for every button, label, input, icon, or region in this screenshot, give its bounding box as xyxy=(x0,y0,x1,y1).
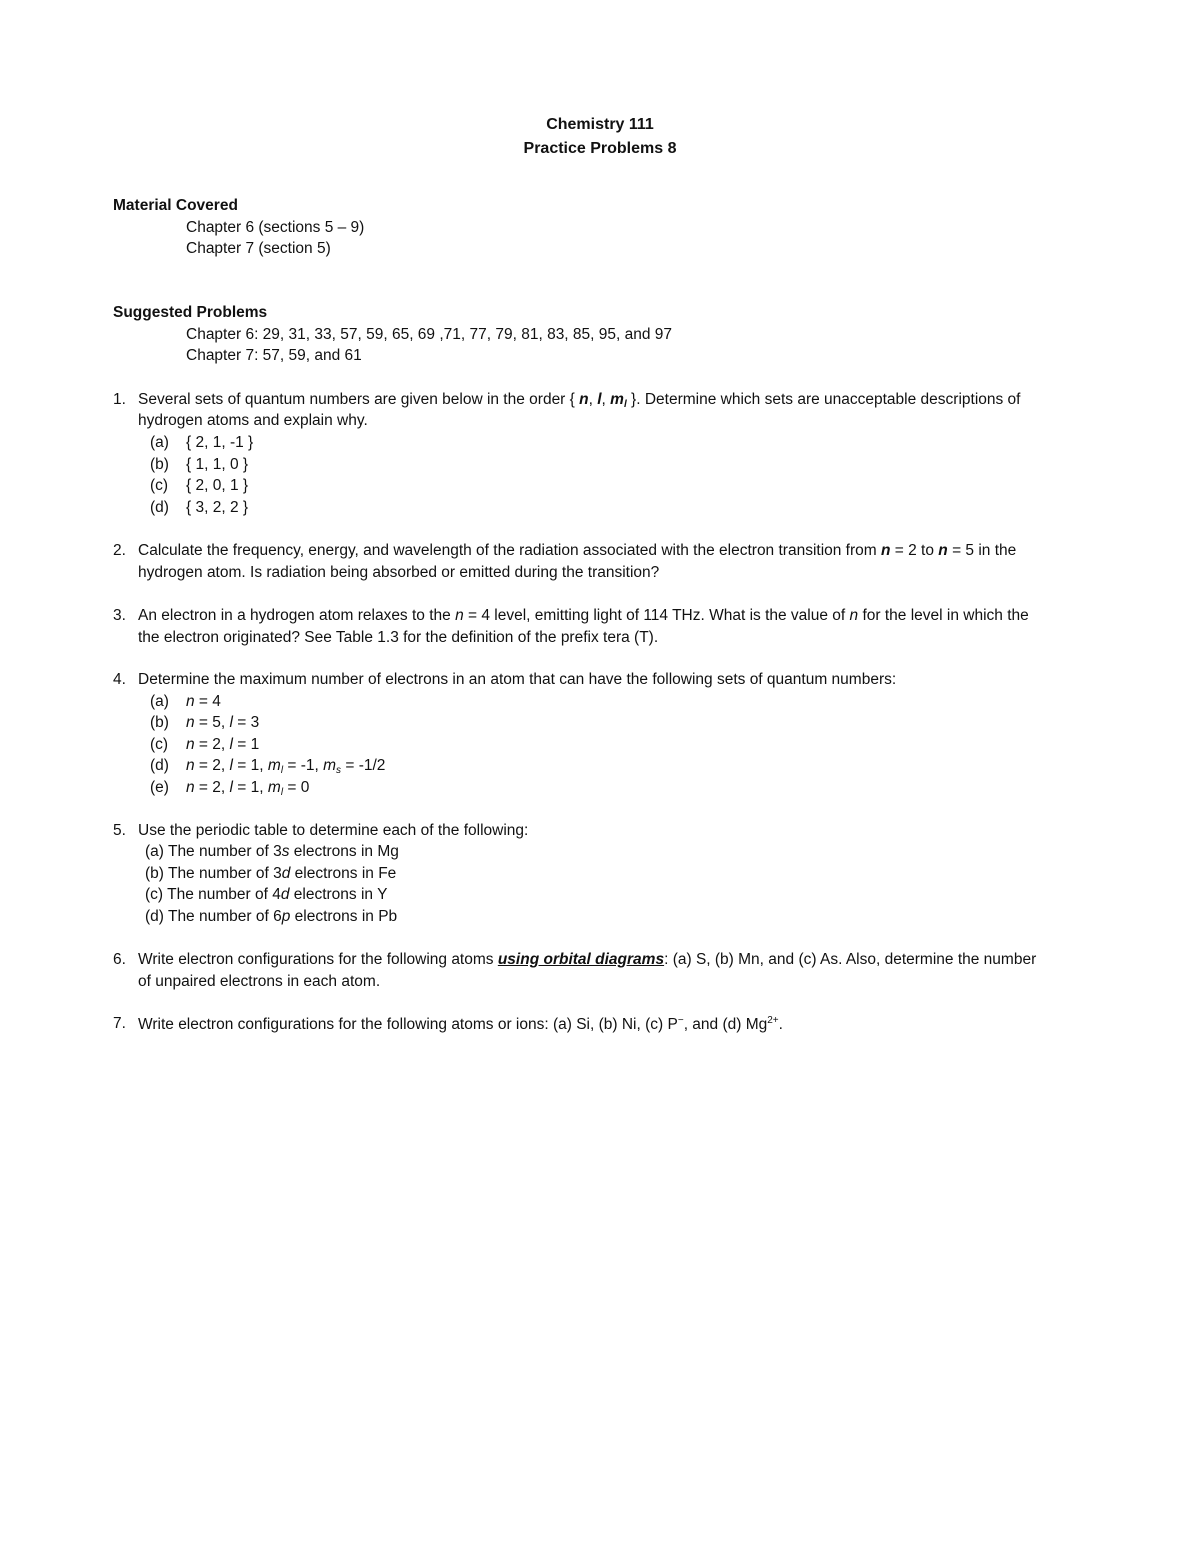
part-label: (d) xyxy=(150,757,169,774)
material-item: Chapter 7 (section 5) xyxy=(186,240,331,257)
problem-text: Write electron configurations for the following atoms using orbital diagrams: (a) S, (b) Mn, and (c) As. Also, determine the number xyxy=(138,951,1037,968)
part-value: { 3, 2, 2 } xyxy=(186,499,249,516)
problem-number: 3. xyxy=(113,607,126,624)
part-value: n = 2, l = 1 xyxy=(186,736,260,753)
problem-number: 4. xyxy=(113,671,126,688)
part-value: { 2, 1, -1 } xyxy=(186,434,254,451)
problem-number: 5. xyxy=(113,822,126,839)
problem-text: Calculate the frequency, energy, and wavelength of the radiation associated with the electron transition from n = 2 to n = 5 in the xyxy=(138,542,1017,559)
part-label: (a) xyxy=(150,434,169,451)
part-label: (c) xyxy=(150,477,169,494)
emphasis-text: using orbital diagrams xyxy=(497,951,665,968)
part-label: (d) xyxy=(150,499,169,516)
part-label: (b) xyxy=(150,456,169,473)
part-item: (d) The number of 6p electrons in Pb xyxy=(145,908,398,925)
part-value: { 2, 0, 1 } xyxy=(186,477,249,494)
part-value: n = 5, l = 3 xyxy=(186,714,260,731)
suggested-item: Chapter 6: 29, 31, 33, 57, 59, 65, 69 ,71, 77, 79, 81, 83, 85, 95, and 97 xyxy=(186,326,673,343)
suggested-heading: Suggested Problems xyxy=(113,304,268,321)
material-item: Chapter 6 (sections 5 – 9) xyxy=(186,219,365,236)
part-value: n = 2, l = 1, $m_l = 0$ xyxy=(186,779,310,798)
suggested-item: Chapter 7: 57, 59, and 61 xyxy=(186,347,362,364)
part-item: (a) The number of 3s electrons in Mg xyxy=(145,843,399,860)
problem-number: 2. xyxy=(113,542,126,559)
part-value: { 1, 1, 0 } xyxy=(186,456,249,473)
problem-number: 7. xyxy=(113,1015,126,1032)
problem-text: An electron in a hydrogen atom relaxes to the n = 4 level, emitting light of 114 THz. What is the value of n for the level in which the xyxy=(138,607,1029,624)
problem-number: 1. xyxy=(113,391,126,408)
part-label: (c) xyxy=(150,736,169,753)
part-value: n = 4 xyxy=(186,693,221,710)
problem-number: 6. xyxy=(113,951,126,968)
problem-text: Determine the maximum number of electrons in an atom that can have the following sets of quantum numbers: xyxy=(138,671,897,688)
course-title: Chemistry 111 xyxy=(546,116,654,133)
problem-text: of unpaired electrons in each atom. xyxy=(138,973,381,990)
problem-text: Several sets of quantum numbers are given below in the order { n, l, $m_l$ }. Determine which sets are unacceptable descriptions of xyxy=(138,391,1021,410)
material-heading: Material Covered xyxy=(113,197,238,214)
part-label: (b) xyxy=(150,714,169,731)
part-value: n = 2, l = 1, $m_l = -1$, $m_s = -1/2$ xyxy=(186,757,386,776)
part-label: (e) xyxy=(150,779,169,796)
part-item: (c) The number of 4d electrons in Y xyxy=(145,886,388,903)
problem-text: hydrogen atom. Is radiation being absorbed or emitted during the transition? xyxy=(138,564,660,581)
part-item: (b) The number of 3d electrons in Fe xyxy=(145,865,397,882)
page-subtitle: Practice Problems 8 xyxy=(523,140,677,157)
problem-text: Write electron configurations for the following atoms or ions: (a) Si, (b) Ni, (c) P−, and (d) $Mg^{2+}$. xyxy=(138,1015,783,1033)
problem-text: Use the periodic table to determine each of the following: xyxy=(138,822,529,839)
part-label: (a) xyxy=(150,693,169,710)
problem-text: the electron originated? See Table 1.3 for the definition of the prefix tera (T). xyxy=(138,629,659,646)
problem-text: hydrogen atoms and explain why. xyxy=(138,412,368,429)
